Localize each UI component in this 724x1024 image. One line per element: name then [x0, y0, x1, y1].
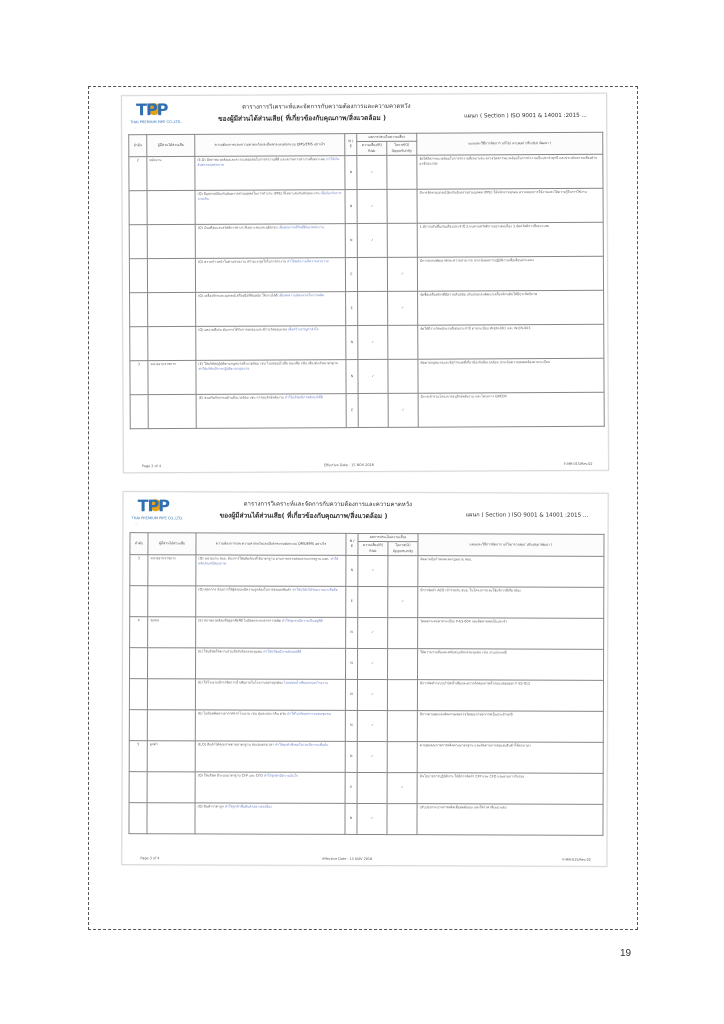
- needs-text: (Q) ความก้าวหน้าในตำแหน่งงาน สร้างแรงจูงใจในการทำงาน: [197, 259, 287, 264]
- cell-plan: ติดตามข้อกำหนดและกฎหมาย สมอ.: [418, 556, 604, 588]
- cell-party: หน่วยงานราชการ: [148, 360, 196, 394]
- needs-highlight: ทำให้บริษัทมีภาพลักษณ์ที่ดี: [263, 649, 302, 654]
- cell-needs: [196, 393, 346, 428]
- footer-date: Effective Date : 15 NOV 2018: [322, 856, 373, 862]
- table-row: [129, 154, 603, 190]
- needs-text: (E) ให้บริษัทปฏิบัติตามกฎหมายสิ่งแวดล้อม เช่น ไม่ปล่อยน้ำเสีย ของเสีย กลิ่น เสียงดังเกินมาตรฐาน: [198, 361, 338, 366]
- logo-text: TPP: [137, 496, 170, 516]
- cell-no: 3: [130, 361, 148, 395]
- cell-ne: N: [345, 710, 357, 741]
- cell-ne: N: [346, 617, 358, 648]
- col-risk: ความเสี่ยง(R) Risk: [357, 142, 387, 156]
- cell-no: [129, 710, 147, 741]
- needs-highlight: ทำให้ชุมชนมีความเป็นอยู่ที่ดี: [282, 618, 323, 623]
- needs-text: (Q) เครื่องจักรและอุปกรณ์เครื่องมือที่ทันสมัย ใช้งานได้ดี: [198, 293, 278, 298]
- cell-risk: ✓: [357, 710, 387, 741]
- cell-ne: N: [345, 189, 357, 223]
- standard-ref: แผนก ( Section ) ISO 9001 & 14001 :2015 ...: [464, 112, 587, 120]
- cell-opp: [387, 648, 417, 679]
- cell-ne: N: [345, 648, 357, 679]
- col-opp: โอกาส(O) Opportunity: [388, 542, 418, 556]
- cell-needs: [195, 741, 345, 773]
- table-row: [129, 222, 603, 258]
- page-header: [124, 492, 608, 532]
- col-party: ผู้มีส่วนได้ส่วนเสีย: [148, 533, 196, 555]
- table-body: [129, 154, 604, 428]
- cell-needs: [195, 223, 345, 258]
- needs-text: (Q) มีอุปกรณ์ป้องกันอันตรายส่วนบุคคลในการทำงาน (PPE) ที่เหมาะสมกับลักษณะงาน: [197, 191, 320, 196]
- needs-text: (E) ให้บริษัทให้ความร่วมมือกับกิจกรรมชุมชน: [198, 649, 263, 654]
- table-row: [129, 710, 603, 743]
- table-row: [130, 586, 604, 619]
- footer-date: Effective Date : 15 NOV 2018: [323, 462, 374, 468]
- page-header: [122, 94, 606, 135]
- needs-highlight: ทำให้ผลิตภัณฑ์มีคุณภาพ: [198, 556, 339, 566]
- cell-risk: ✓: [357, 223, 387, 257]
- cell-opp: [387, 803, 417, 834]
- col-plan: แผนและวิธีการจัดการ แก้ไข/ ควบคุม/ ปรับปรุง/ พัฒนา ): [418, 534, 604, 557]
- cell-opp: ✓: [387, 772, 417, 803]
- scanned-page-2: [121, 93, 609, 474]
- cell-party: พนักงาน: [147, 156, 195, 190]
- col-ne: N / E: [345, 134, 357, 156]
- cell-opp: [388, 617, 418, 648]
- cell-party: [147, 258, 195, 292]
- cell-risk: [357, 772, 387, 803]
- needs-text: (Q) ให้บริษัท มีระบบมาตรฐาน CFP และ CFO: [197, 773, 263, 778]
- cell-ne: E: [346, 393, 358, 427]
- cell-risk: ✓: [357, 679, 387, 710]
- cell-needs: [196, 555, 346, 587]
- cell-ne: N: [345, 223, 357, 257]
- cell-party: [147, 710, 195, 741]
- cell-no: [129, 772, 147, 803]
- cell-needs: [195, 710, 345, 742]
- cell-needs: [195, 648, 345, 680]
- table-row: [130, 392, 604, 428]
- cell-opp: [388, 359, 418, 393]
- analysis-table: [128, 532, 604, 836]
- needs-text: (E,Q) มีสภาพแวดล้อมและความปลอดภัยในการทำงานที่ดี และสภาพการทำงานที่เหมาะสม: [197, 157, 326, 162]
- cell-ne: N: [346, 359, 358, 393]
- company-logo: [132, 496, 190, 526]
- table-row: [129, 256, 603, 292]
- table-row: [129, 188, 603, 224]
- cell-plan: ปรับปรุงกระบวนการผลิตเพื่อลดต้นทุน และให้ราคาที่เหมาะสม: [417, 804, 603, 836]
- cell-plan: มีนโยบายการปฏิบัติงาน ให้มีการจัดทำ CFP และ CFO และผ่านการรับรอง: [417, 773, 603, 805]
- cell-party: [148, 292, 196, 326]
- cell-no: 3: [130, 555, 148, 586]
- needs-text: (Q) ศุลกากร ต้องการให้ผู้ส่งออกมีความถูกต้องในการส่งออกสินค้า: [198, 587, 292, 592]
- logo-tagline: ...: [134, 125, 138, 130]
- needs-highlight: ทำให้พนักงานมีความสามารถ: [287, 259, 329, 264]
- table-row: [130, 324, 604, 360]
- needs-text: (Q) สินค้าราคาถูก: [197, 804, 224, 809]
- cell-plan: วัดผลกระทบตามระเบียบ P-ES-004 และติดตามผลเป็นประจำ: [418, 618, 604, 650]
- cell-plan: ให้ความร่วมมือและสนับสนุนกิจกรรมชุมชน เช่น งานประเพณี: [417, 649, 603, 681]
- cell-risk: ✓: [358, 555, 388, 586]
- cell-needs: [196, 359, 346, 394]
- cell-plan: มีการอบรมพัฒนาทักษะความสามารถ ประเมินผลการปฏิบัติงานเพื่อเลื่อนตำแหน่ง: [417, 256, 603, 291]
- cell-ne: N: [346, 325, 358, 359]
- cell-ne: E: [345, 257, 357, 291]
- col-no: ลำดับ: [129, 135, 147, 157]
- cell-party: [147, 803, 195, 834]
- cell-party: [148, 326, 196, 360]
- cell-party: [148, 586, 196, 617]
- cell-risk: [358, 291, 388, 325]
- cell-risk: ✓: [357, 189, 387, 223]
- col-group: ผลการประเมินความเสี่ยง: [358, 533, 418, 542]
- footer-page: Page 3 of 4: [140, 856, 160, 861]
- scanned-page-3: [121, 491, 608, 867]
- cell-ne: N: [346, 555, 358, 586]
- needs-text: (E) ไม่มีมลพิษทางอากาศจากโรงงาน เช่น ฝุ่นละออง กลิ่น ควัน: [197, 711, 287, 716]
- needs-highlight: เพื่อลดความผิดพลาดในการผลิต: [278, 293, 325, 298]
- cell-risk: ✓: [357, 803, 387, 834]
- cell-party: หน่วยงานราชการ: [148, 555, 196, 586]
- needs-text: (Q) หน่วยงาน สมอ. ต้องการให้ผลิตภัณฑ์ได้มาตรฐาน ผ่านการตรวจสอบตามมาตรฐาน มอก.: [198, 556, 330, 561]
- logo-tagline: ...: [135, 521, 139, 526]
- cell-opp: ✓: [388, 586, 418, 617]
- cell-plan: จัดซื้อเครื่องจักรที่มีความทันสมัย ปรับปรุงและพัฒนาเครื่องจักรเดิมให้มีประสิทธิภาพ: [418, 290, 604, 325]
- cell-opp: [387, 679, 417, 710]
- cell-opp: [387, 710, 417, 741]
- cell-party: [148, 394, 196, 428]
- cell-risk: ✓: [357, 155, 387, 189]
- cell-opp: [388, 555, 418, 586]
- needs-highlight: ทำให้ไม่เกิดผลกระทบต่อชุมชน: [287, 711, 331, 716]
- logo-company: THAI PREMIUM PIPE CO.,LTD.: [130, 119, 182, 125]
- needs-highlight: ทำให้บริษัทได้รับความน่าเชื่อถือ: [292, 587, 338, 592]
- cell-opp: [387, 155, 417, 189]
- needs-text: (Q) เงินเดือนและสวัสดิการต่างๆ ที่เหมาะสมและยุติธรรม: [197, 225, 278, 230]
- cell-plan: จัดให้มีรางวัลพนักงานดีเด่นประจำปี ตามระเบียบ W-EN-001 และ W-EN-003: [418, 324, 604, 359]
- col-needs: ความต้องการและความคาดหวังและมีผลกระทบต่อระบบ QMS/EMS อย่างไร: [196, 533, 346, 555]
- footer-form: F-MR-015/Rev.02: [562, 857, 591, 862]
- cell-needs: [196, 291, 346, 326]
- doc-title-line2: ของผู้มีส่วนได้ส่วนเสีย( ที่เกี่ยวข้องกับคุณภาพ/สิ่งแวดล้อม ): [218, 113, 387, 123]
- cell-needs: [195, 679, 345, 711]
- cell-no: [129, 803, 147, 834]
- cell-no: [129, 191, 147, 225]
- table-row: [129, 741, 603, 774]
- doc-title-line2: ของผู้มีส่วนได้ส่วนเสีย( ที่เกี่ยวข้องกับคุณภาพ/สิ่งแวดล้อม ): [219, 511, 388, 521]
- needs-text: (E) ให้โรงงานมีการจัดการน้ำเสียภายในโรงงานอย่างถูกต้อง: [197, 680, 283, 685]
- needs-highlight: ทำให้บริษัทมีการปฏิบัติตามกฎหมาย: [198, 366, 250, 372]
- cell-party: [147, 224, 195, 258]
- cell-plan: มีการเข้าร่วมโครงการอนุรักษ์พลังงาน และโครงการ GREEN: [418, 392, 604, 427]
- cell-plan: มีการจัดทำระบบบำบัดน้ำเสียและตรวจวัดคุณภาพน้ำก่อนปล่อยออก F-ES-012: [417, 680, 603, 712]
- cell-needs: [195, 772, 345, 804]
- cell-no: [129, 679, 147, 710]
- cell-no: [130, 648, 148, 679]
- cell-party: [147, 648, 195, 679]
- cell-party: [147, 772, 195, 803]
- cell-needs: [196, 617, 346, 649]
- table-body: [129, 555, 604, 836]
- footer-form: F-MR-015/Rev.02: [563, 461, 593, 466]
- cell-needs: [195, 803, 345, 835]
- cell-risk: ✓: [357, 648, 387, 679]
- cell-plan: 1.มีการปรับขึ้นเงินเดือนประจำปี 2.ทบทวนสวัสดิการอย่างต่อเนื่อง 3.จัดสวัสดิการที่เหมาะสม: [417, 222, 603, 257]
- cell-party: [147, 190, 195, 224]
- logo-text: TPP: [136, 100, 168, 120]
- cell-risk: [357, 257, 387, 291]
- cell-opp: [387, 223, 417, 257]
- needs-highlight: เพื่อป้องกันการบาดเจ็บ: [197, 191, 342, 202]
- doc-title-line1: ตารางการวิเคราะห์และจัดการกับความต้องการและความคาดหวัง: [242, 102, 411, 111]
- standard-ref: แผนก ( Section ) ISO 9001 & 14001 :2015 ...: [465, 512, 589, 519]
- needs-text: (E) ส่งเสริมกิจกรรมด้านสิ่งแวดล้อม เช่น การอนุรักษ์พลังงาน: [198, 395, 284, 400]
- cell-risk: ✓: [358, 617, 388, 648]
- cell-ne: E: [346, 291, 358, 325]
- table-row: [130, 648, 604, 681]
- cell-ne: N: [345, 741, 357, 772]
- cell-plan: ติดตามกฎหมายและข้อกำหนดที่เกี่ยวข้องกับสิ่งแวดล้อม ประเมินความสอดคล้องตามระเบียบ: [418, 358, 604, 393]
- needs-highlight: เพื่อสร้างขวัญกำลังใจ: [287, 327, 319, 332]
- cell-plan: มีการจัดหาอุปกรณ์ป้องกันอันตรายส่วนบุคคล (PPE) ให้พนักงานทุกคน ตรวจสอบการใช้งานและให้ความรู้ในการใช้งาน: [417, 188, 603, 223]
- cell-needs: [195, 257, 345, 292]
- cell-opp: [388, 325, 418, 359]
- col-no: ลำดับ: [130, 533, 148, 555]
- table-row: [129, 803, 603, 836]
- cell-ne: N: [345, 803, 357, 834]
- doc-title-line1: ตารางการวิเคราะห์และจัดการกับความต้องการและความคาดหวัง: [243, 500, 413, 509]
- cell-opp: ✓: [388, 291, 418, 325]
- needs-highlight: ไม่ปล่อยน้ำเสียออกนอกโรงงาน: [283, 680, 328, 685]
- col-group: ผลการประเมินความเสี่ยง: [357, 133, 417, 142]
- needs-highlight: ทำให้ลูกค้ามีความมั่นใจ: [263, 773, 298, 778]
- cell-plan: ควบคุมคุณภาพการผลิตตามมาตรฐาน และติดตามการส่งมอบสินค้าให้ตรงเวลา: [417, 742, 603, 774]
- needs-highlight: ทำให้เกิดอันตรายต่อสุขภาพ: [197, 157, 340, 168]
- needs-text: (E) สภาพแวดล้อมที่อยู่อาศัยที่ดี ไม่มีผลกระทบจากการผลิต: [198, 618, 281, 623]
- cell-party: [147, 679, 195, 710]
- cell-no: [130, 327, 148, 361]
- needs-highlight: ทำให้บริษัทมีภาพลักษณ์ที่ดี: [284, 395, 323, 400]
- cell-no: 5: [129, 741, 147, 772]
- cell-no: [129, 259, 147, 293]
- cell-ne: E: [345, 772, 357, 803]
- col-plan: แผนและวิธีการจัดการ แก้ไข/ ควบคุม/ ปรับปรุง/ พัฒนา ): [417, 132, 603, 155]
- page-number: 19: [620, 948, 632, 959]
- analysis-table: [128, 132, 605, 429]
- cell-plan: จัดให้มีสภาพแวดล้อมในการทำงานที่เหมาะสม ตรวจวัดสภาพแวดล้อมในการทำงานเป็นประจำทุกปี และประเมินความเสี่ยงด้านอาชีวอนามัย: [417, 154, 603, 189]
- cell-risk: [358, 586, 388, 617]
- col-opp: โอกาส(O) Opportunity: [387, 142, 417, 156]
- needs-highlight: ทำให้ลูกค้าพึงพอใจและมีความเชื่อมั่น: [275, 742, 329, 747]
- table-row: [130, 358, 604, 394]
- cell-needs: [195, 189, 345, 224]
- cell-opp: ✓: [387, 257, 417, 291]
- needs-highlight: เพื่อคุณภาพชีวิตที่ดีของพนักงาน: [278, 225, 324, 230]
- cell-needs: [196, 586, 346, 618]
- needs-text: (Q) ผลงานดีเด่น ต้องการได้รับการยกย่องและมีรางวัลตอบแทน: [198, 327, 287, 332]
- table-row: [130, 555, 604, 588]
- cell-opp: [387, 741, 417, 772]
- table-row: [129, 679, 603, 712]
- logo-company: THAI PREMIUM PIPE CO.,LTD.: [131, 516, 184, 521]
- cell-opp: ✓: [388, 393, 418, 427]
- cell-opp: [387, 189, 417, 223]
- needs-highlight: ทำให้ลูกค้าซื้อสินค้าอย่างต่อเนื่อง: [224, 804, 272, 809]
- cell-risk: ✓: [358, 325, 388, 359]
- table-row: [130, 617, 604, 650]
- table-row: [130, 290, 604, 326]
- cell-ne: E: [346, 586, 358, 617]
- cell-plan: มีการจัดทำ AEO เข้าร่วมกับ สมอ. ในโครงการและใช้บริการที่เกี่ยวข้อง: [418, 587, 604, 619]
- needs-text: (E,Q) สินค้าได้คุณภาพตามมาตรฐาน ส่งมอบตรงเวลา: [197, 742, 275, 747]
- cell-no: [129, 225, 147, 259]
- cell-risk: ✓: [358, 359, 388, 393]
- cell-no: [130, 395, 148, 429]
- cell-needs: [196, 325, 346, 360]
- cell-party: ลูกค้า: [147, 741, 195, 772]
- cell-plan: มีการควบคุมและติดตามผลตรวจวัดคุณภาพอากาศเป็นประจำทุกปี: [417, 711, 603, 743]
- cell-needs: [195, 155, 345, 190]
- cell-risk: [358, 393, 388, 427]
- cell-no: 4: [130, 617, 148, 648]
- company-logo: [130, 100, 188, 130]
- cell-no: [130, 586, 148, 617]
- col-ne: N / E: [346, 533, 358, 555]
- cell-risk: ✓: [357, 741, 387, 772]
- table-row: [129, 772, 603, 805]
- footer-page: Page 2 of 4: [141, 464, 161, 469]
- col-party: ผู้มีส่วนได้ส่วนเสีย: [147, 134, 195, 156]
- cell-no: [130, 293, 148, 327]
- col-needs: ความต้องการและความคาดหวังและมีผลกระทบต่อระบบ QMS/EMS อย่างไร: [195, 134, 345, 157]
- cell-ne: N: [345, 679, 357, 710]
- cell-ne: N: [345, 155, 357, 189]
- col-risk: ความเสี่ยง(R) Risk: [358, 542, 388, 556]
- cell-party: ชุมชน: [148, 617, 196, 648]
- cell-no: 2: [129, 157, 147, 191]
